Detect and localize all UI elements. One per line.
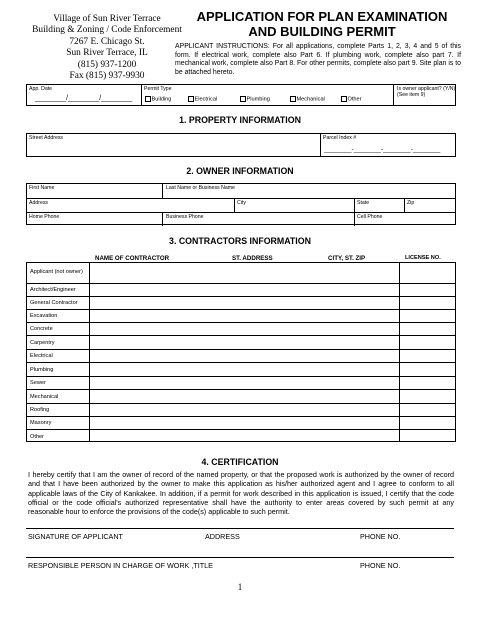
business-phone-label: Business Phone [166,214,204,220]
owner-info-box [26,183,456,225]
agency-city: Sun River Terrace, IL [66,48,148,59]
table-row[interactable] [27,322,455,335]
col-header-license-no: LICENSE NO. [405,255,441,261]
first-name-label: First Name [29,185,55,191]
owner-applicant-field[interactable] [396,85,456,105]
address-label: ADDRESS [205,532,240,541]
parcel-index-label: Parcel Index # [323,135,357,141]
row-label: Masonry [30,420,52,426]
state-label: State [357,200,370,206]
agency-name: Village of Sun River Terrace [53,14,161,24]
checkbox-icon [188,96,194,102]
owner-row-3 [27,212,455,226]
table-row[interactable] [27,389,455,403]
table-row[interactable] [27,309,455,322]
row-label: Carpentry [30,340,55,346]
permit-type-label: Permit Type [144,86,172,92]
address-label: Address [29,200,49,206]
applicant-instructions: APPLICANT INSTRUCTIONS: For all applications, complete Parts 1, 2, 3, 4 and 5 of this form. If electrical work, complete also Part 6. If plumbing work, complete also part 7. If mechanical work, complete also Part 8. For other permits, complete also part 9. Site plan is to be attached hereto. [175,43,461,77]
row-label: Excavation [30,313,58,319]
responsible-person-line[interactable] [26,557,454,558]
col-header-st-address: ST. ADDRESS [232,255,273,262]
permit-type-electrical-label: Electrical [194,96,218,103]
owner-row-1 [27,184,455,198]
form-title-line2: AND BUILDING PERMIT [248,24,396,39]
page-number: 1 [237,582,243,592]
home-phone-label: Home Phone [29,214,60,220]
permit-type-building[interactable] [145,96,171,103]
agency-header [22,14,192,82]
city-field[interactable] [235,199,355,212]
permit-type-building-label: Building [151,96,172,103]
table-row[interactable] [27,416,455,429]
permit-type-other-label: Other [347,96,362,103]
section-certification: 4. CERTIFICATION [201,457,279,467]
street-address-field[interactable] [27,134,321,156]
row-label: Electrical [30,353,53,359]
certification-text: I hereby certify that I am the owner of record of the named property, or that the proposed work is authorized by the owner of record and that I have been authorized by the owner to make this application as his/her authorized agent and I agree to conform to all applicable laws of the City of Kankakee. In addition, if a permit for work described in this application is issued, I certify that the code official or the code official's authorized representative shall have the authority to enter areas covered by such permit at any reasonable hour to enforce the provisions of the code(s) applicable to such permit. [28,470,454,517]
table-row[interactable] [27,349,455,362]
row-label: Plumbing [30,367,54,373]
row-label: General Contractor [30,300,78,306]
business-phone-field[interactable] [163,213,355,226]
agency-street: 7267 E. Chicago St. [69,36,145,47]
checkbox-icon [145,96,151,102]
row-label: Architect/Engineer [30,287,76,293]
section-owner-information: 2. OWNER INFORMATION [186,166,294,176]
col-header-contractor-name: NAME OF CONTRACTOR [95,255,170,262]
first-name-field[interactable] [27,184,163,198]
last-name-field[interactable] [163,184,457,198]
table-row[interactable] [27,376,455,389]
owner-row-2 [27,198,455,212]
address-field[interactable] [27,199,235,212]
row-label: Other [30,434,44,440]
permit-type-other[interactable] [341,96,362,103]
zip-field[interactable] [405,199,457,212]
col-header-city-st-zip: CITY, ST. ZIP [328,255,366,262]
table-row[interactable] [27,403,455,416]
signature-line[interactable] [26,528,454,529]
phone-label-2: PHONE NO. [360,561,401,570]
table-row[interactable] [27,429,455,443]
signature-applicant-label: SIGNATURE OF APPLICANT [28,532,123,541]
permit-type-mechanical[interactable] [290,96,325,103]
zip-label: Zip [407,200,415,206]
form-title-line1: APPLICATION FOR PLAN EXAMINATION [196,9,448,24]
last-name-label: Last Name or Business Name [166,185,235,191]
table-row[interactable] [27,283,455,296]
row-label: Roofing [30,407,50,413]
phone-label: PHONE NO. [360,532,401,541]
permit-type-field [142,85,394,105]
row-label: Sewer [30,380,46,386]
permit-info-row [26,84,456,106]
permit-type-plumbing-label: Plumbing [246,96,270,103]
app-date-field[interactable] [27,85,142,105]
agency-department: Building & Zoning / Code Enforcement [32,25,182,36]
parcel-index-blank: ________-________-________-________ [324,146,441,153]
contractors-table [26,262,456,442]
property-info-box [26,133,456,157]
checkbox-icon [290,96,296,102]
row-label: Concrete [30,326,53,332]
permit-type-electrical[interactable] [188,96,217,103]
permit-type-plumbing[interactable] [240,96,270,103]
app-date-label: App. Date [29,86,53,92]
row-label: Mechanical [30,394,59,400]
responsible-person-label: RESPONSIBLE PERSON IN CHARGE OF WORK ,TITLE [28,561,213,570]
cell-phone-field[interactable] [355,213,457,226]
checkbox-icon [240,96,246,102]
app-date-blank: ________/________/________ [35,95,133,102]
street-address-label: Street Address [29,135,64,141]
table-row[interactable] [27,362,455,376]
agency-phone: (815) 937-1200 [77,59,137,70]
cell-phone-label: Cell Phone [357,214,383,220]
parcel-index-field[interactable] [321,134,457,156]
home-phone-field[interactable] [27,213,163,226]
table-row[interactable] [27,263,455,283]
table-row[interactable] [27,335,455,349]
row-label: Applicant (not owner) [30,269,83,275]
agency-fax: Fax (815) 937-9930 [69,71,145,82]
city-label: City [237,200,246,206]
state-field[interactable] [355,199,405,212]
owner-applicant-note: (See item 9) [397,92,426,98]
table-row[interactable] [27,296,455,309]
section-property-information: 1. PROPERTY INFORMATION [179,115,301,125]
permit-type-mechanical-label: Mechanical [296,96,325,103]
section-contractors-information: 3. CONTRACTORS INFORMATION [169,236,311,246]
checkbox-icon [341,96,347,102]
form-title [188,9,456,39]
owner-applicant-label: Is owner applicant? (Y/N) [397,86,456,92]
